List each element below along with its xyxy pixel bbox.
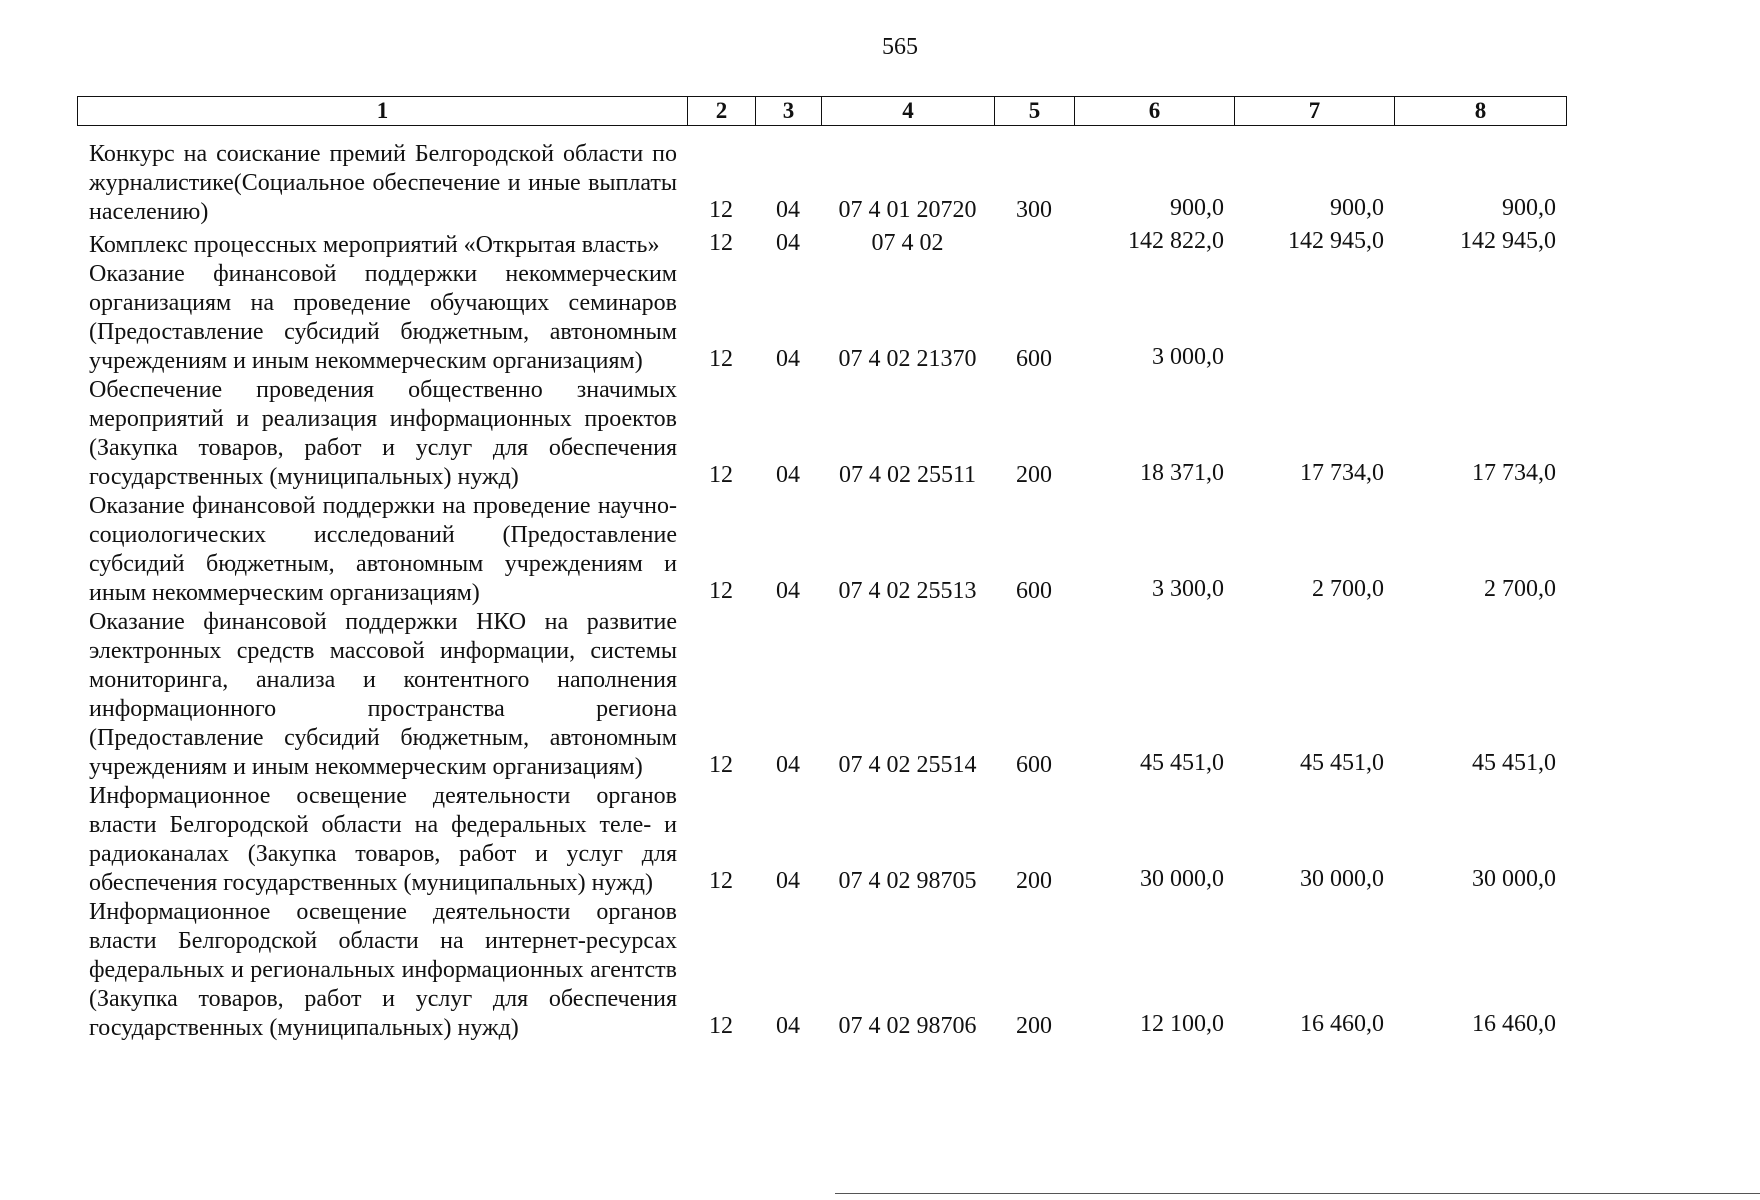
row-subsection: 04: [776, 578, 800, 604]
row-expense-type: 600: [1016, 346, 1052, 372]
row-subsection: 04: [776, 868, 800, 894]
row-amount-col6: 900,0: [1170, 195, 1224, 221]
row-expense-type: 300: [1016, 197, 1052, 223]
row-amount-col8: 45 451,0: [1472, 750, 1556, 776]
header-col-3: 3: [756, 97, 822, 126]
table-row: [77, 140, 1566, 227]
row-target-code: 07 4 01 20720: [838, 197, 977, 223]
row-amount-col8: 16 460,0: [1472, 1011, 1556, 1037]
table-header: [77, 96, 1567, 126]
header-col-6: 6: [1075, 97, 1235, 126]
row-section: 12: [709, 1013, 733, 1039]
budget-table: [77, 140, 1566, 1043]
header-col-8: 8: [1395, 97, 1567, 126]
row-amount-col8: 17 734,0: [1472, 460, 1556, 486]
row-section: 12: [709, 346, 733, 372]
row-expense-type: 600: [1016, 578, 1052, 604]
row-expense-type: 600: [1016, 752, 1052, 778]
table-row: [77, 260, 1566, 376]
header-row: [78, 97, 1567, 126]
row-expense-type: 200: [1016, 1013, 1052, 1039]
row-section: 12: [709, 578, 733, 604]
table-row: [77, 608, 1566, 782]
row-target-code: 07 4 02 98705: [838, 868, 977, 894]
row-section: 12: [709, 197, 733, 223]
row-description: Комплекс процессных мероприятий «Открытая власть»: [89, 232, 660, 258]
row-amount-col7: 142 945,0: [1288, 228, 1384, 254]
header-col-2: 2: [688, 97, 756, 126]
header-col-7: 7: [1235, 97, 1395, 126]
row-amount-col7: 16 460,0: [1300, 1011, 1384, 1037]
row-amount-col6: 3 000,0: [1152, 344, 1224, 370]
header-col-5: 5: [995, 97, 1075, 126]
row-description: Обеспечение проведения общественно значимых мероприятий и реализация информационных проектов (Закупка товаров, работ и услуг для обеспечения государственных (муниципальных) нужд): [89, 377, 677, 490]
row-expense-type: [994, 227, 1074, 260]
bottom-scan-line: [835, 1193, 1760, 1194]
row-amount-col8: [1394, 260, 1566, 376]
row-amount-col6: 30 000,0: [1140, 866, 1224, 892]
row-amount-col6: 142 822,0: [1128, 228, 1224, 254]
table-row: [77, 376, 1566, 492]
row-target-code: 07 4 02 25511: [838, 462, 977, 488]
row-target-code: 07 4 02: [871, 230, 944, 256]
row-target-code: 07 4 02 98706: [838, 1013, 977, 1039]
row-target-code: 07 4 02 21370: [838, 346, 977, 372]
row-target-code: 07 4 02 25513: [838, 578, 977, 604]
row-amount-col8: 2 700,0: [1484, 576, 1556, 602]
row-amount-col7: 900,0: [1330, 195, 1384, 221]
row-subsection: 04: [776, 752, 800, 778]
page-number: 565: [882, 34, 918, 60]
row-description: Информационное освещение деятельности органов власти Белгородской области на федеральных теле- и радиоканалах (Закупка товаров, работ и услуг для обеспечения государственных (муниципальных) нужд): [89, 783, 677, 896]
table-row: [77, 898, 1566, 1043]
row-amount-col7: 17 734,0: [1300, 460, 1384, 486]
row-amount-col6: 45 451,0: [1140, 750, 1224, 776]
table-row: [77, 782, 1566, 898]
row-description: Оказание финансовой поддержки некоммерческим организациям на проведение обучающих семинаров (Предоставление субсидий бюджетным, автономным учреждениям и иным некоммерческим организациям): [89, 261, 677, 374]
row-amount-col8: 142 945,0: [1460, 228, 1556, 254]
row-subsection: 04: [776, 1013, 800, 1039]
header-col-1: 1: [78, 97, 688, 126]
row-expense-type: 200: [1016, 462, 1052, 488]
table-row: [77, 227, 1566, 260]
table-row: [77, 492, 1566, 608]
row-amount-col6: 12 100,0: [1140, 1011, 1224, 1037]
row-subsection: 04: [776, 230, 800, 256]
row-description: Информационное освещение деятельности органов власти Белгородской области на интернет-ресурсах федеральных и региональных информационных агентств (Закупка товаров, работ и услуг для обеспечения государственных (муниципальных) нужд): [89, 899, 677, 1041]
row-amount-col7: 2 700,0: [1312, 576, 1384, 602]
row-section: 12: [709, 230, 733, 256]
row-section: 12: [709, 868, 733, 894]
row-target-code: 07 4 02 25514: [838, 752, 977, 778]
row-description: Конкурс на соискание премий Белгородской области по журналистике(Социальное обеспечение и иные выплаты населению): [89, 141, 677, 225]
row-expense-type: 200: [1016, 868, 1052, 894]
row-amount-col6: 3 300,0: [1152, 576, 1224, 602]
header-col-4: 4: [822, 97, 995, 126]
row-description: Оказание финансовой поддержки на проведение научно-социологических исследований (Предоставление субсидий бюджетным, автономным учреждениям и иным некоммерческим организациям): [89, 493, 677, 606]
row-amount-col7: 45 451,0: [1300, 750, 1384, 776]
row-section: 12: [709, 462, 733, 488]
row-amount-col8: 30 000,0: [1472, 866, 1556, 892]
row-amount-col8: 900,0: [1502, 195, 1556, 221]
row-description: Оказание финансовой поддержки НКО на развитие электронных средств массовой информации, системы мониторинга, анализа и контентного наполнения информационного пространства региона (Предоставление субсидий бюджетным, автономным учреждениям и иным некоммерческим организациям): [89, 609, 677, 780]
row-subsection: 04: [776, 462, 800, 488]
row-amount-col7: 30 000,0: [1300, 866, 1384, 892]
row-section: 12: [709, 752, 733, 778]
row-amount-col7: [1234, 260, 1394, 376]
row-subsection: 04: [776, 346, 800, 372]
row-amount-col6: 18 371,0: [1140, 460, 1224, 486]
row-subsection: 04: [776, 197, 800, 223]
